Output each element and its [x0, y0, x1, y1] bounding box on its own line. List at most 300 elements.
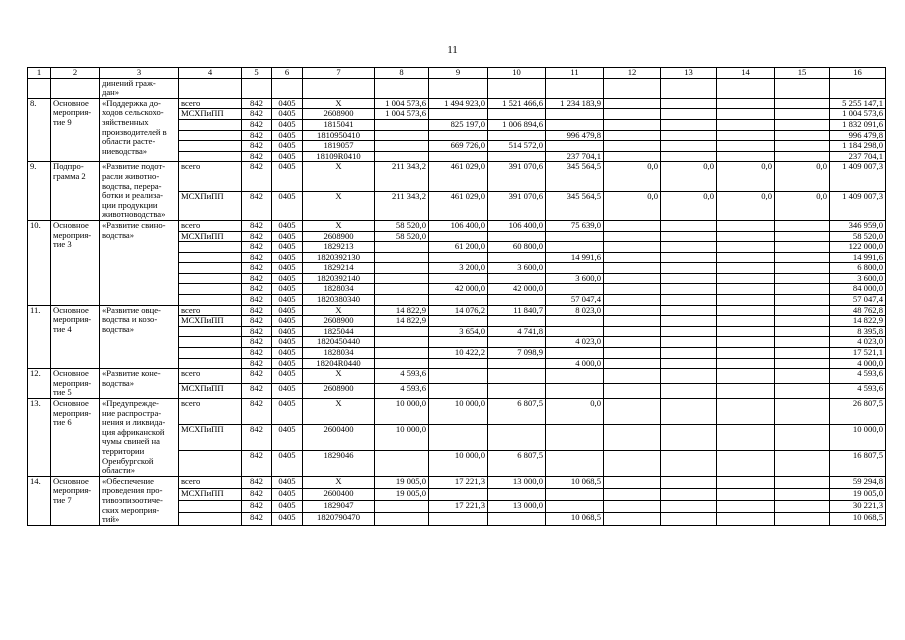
rzpr-cell: 0405 — [272, 231, 303, 242]
value-cell-8: 1 004 573,6 — [375, 98, 429, 109]
value-cell-13 — [661, 109, 717, 120]
value-cell-12 — [604, 130, 661, 141]
value-cell-9: 42 000,0 — [429, 284, 488, 295]
value-cell-14: 0,0 — [717, 191, 775, 220]
value-cell-9: 3 654,0 — [429, 326, 488, 337]
value-cell-11 — [546, 109, 604, 120]
value-cell-15: 0,0 — [775, 162, 830, 191]
executor-cell — [179, 119, 242, 130]
rzpr-cell: 0405 — [272, 337, 303, 348]
grbs-cell: 842 — [242, 162, 272, 191]
value-cell-14 — [717, 384, 775, 399]
executor-cell — [179, 501, 242, 513]
table-row — [28, 476, 886, 488]
value-cell-14 — [717, 316, 775, 327]
value-cell-10 — [488, 273, 546, 284]
rzpr-cell: 0405 — [272, 252, 303, 263]
grbs-cell: 842 — [242, 513, 272, 525]
value-cell-14 — [717, 424, 775, 450]
value-cell-11 — [546, 501, 604, 513]
value-cell-16: 346 959,0 — [830, 220, 886, 231]
measure-type: Основное мероприя- тие 4 — [51, 305, 100, 369]
value-cell-13 — [661, 284, 717, 295]
grbs-cell: 842 — [242, 399, 272, 425]
executor-cell: всего — [179, 98, 242, 109]
csr-cell: 2608900 — [303, 384, 375, 399]
rzpr-cell: 0405 — [272, 162, 303, 191]
value-cell-14 — [717, 450, 775, 476]
grbs-cell: 842 — [242, 130, 272, 141]
rzpr-cell: 0405 — [272, 109, 303, 120]
measure-type: Основное мероприя- тие 5 — [51, 369, 100, 399]
value-cell-10: 514 572,0 — [488, 141, 546, 152]
executor-cell — [179, 130, 242, 141]
value-cell-16: 10 068,5 — [830, 513, 886, 525]
value-cell-8: 10 000,0 — [375, 424, 429, 450]
value-cell-15 — [775, 450, 830, 476]
rzpr-cell: 0405 — [272, 295, 303, 306]
column-header: 11 — [546, 68, 604, 79]
value-cell-9: 10 000,0 — [429, 450, 488, 476]
column-header: 6 — [272, 68, 303, 79]
csr-cell: 1815041 — [303, 119, 375, 130]
value-cell-14 — [717, 305, 775, 316]
value-cell-13 — [661, 424, 717, 450]
row-number: 11. — [28, 305, 51, 369]
value-cell-15 — [775, 295, 830, 306]
value-cell-8: 10 000,0 — [375, 399, 429, 425]
value-cell-11: 10 068,5 — [546, 513, 604, 525]
value-cell-16: 19 005,0 — [830, 488, 886, 500]
grbs-cell: 842 — [242, 369, 272, 384]
value-cell-11: 10 068,5 — [546, 476, 604, 488]
value-cell-10: 13 000,0 — [488, 476, 546, 488]
value-cell-15 — [775, 141, 830, 152]
grbs-cell: 842 — [242, 476, 272, 488]
value-cell-9: 461 029,0 — [429, 162, 488, 191]
value-cell-11 — [546, 348, 604, 359]
value-cell-8: 211 343,2 — [375, 191, 429, 220]
value-cell-16: 57 047,4 — [830, 295, 886, 306]
value-cell-9: 17 221,3 — [429, 501, 488, 513]
empty-cell — [661, 78, 717, 98]
value-cell-13 — [661, 316, 717, 327]
rzpr-cell: 0405 — [272, 141, 303, 152]
value-cell-11 — [546, 242, 604, 253]
value-cell-11 — [546, 141, 604, 152]
csr-cell: 1820392130 — [303, 252, 375, 263]
column-header: 9 — [429, 68, 488, 79]
value-cell-11: 345 564,5 — [546, 191, 604, 220]
value-cell-14 — [717, 119, 775, 130]
value-cell-12 — [604, 476, 661, 488]
grbs-cell: 842 — [242, 273, 272, 284]
rzpr-cell: 0405 — [272, 119, 303, 130]
value-cell-11 — [546, 369, 604, 384]
table-row — [28, 162, 886, 191]
csr-cell: Х — [303, 399, 375, 425]
csr-cell: 18109R0410 — [303, 151, 375, 162]
value-cell-15 — [775, 109, 830, 120]
rzpr-cell: 0405 — [272, 384, 303, 399]
grbs-cell: 842 — [242, 358, 272, 369]
value-cell-9: 106 400,0 — [429, 220, 488, 231]
value-cell-14 — [717, 242, 775, 253]
value-cell-9: 1 494 923,0 — [429, 98, 488, 109]
empty-cell — [303, 78, 375, 98]
value-cell-13 — [661, 98, 717, 109]
rzpr-cell: 0405 — [272, 191, 303, 220]
value-cell-10: 391 070,6 — [488, 191, 546, 220]
value-cell-15 — [775, 348, 830, 359]
continuation-row — [28, 78, 886, 98]
header-row — [28, 68, 886, 79]
csr-cell: 2608900 — [303, 109, 375, 120]
value-cell-12 — [604, 263, 661, 274]
rzpr-cell: 0405 — [272, 476, 303, 488]
value-cell-9: 10 000,0 — [429, 399, 488, 425]
value-cell-15 — [775, 231, 830, 242]
value-cell-10 — [488, 231, 546, 242]
column-header: 16 — [830, 68, 886, 79]
value-cell-15 — [775, 220, 830, 231]
grbs-cell: 842 — [242, 220, 272, 231]
csr-cell: 2600400 — [303, 424, 375, 450]
value-cell-12: 0,0 — [604, 162, 661, 191]
grbs-cell: 842 — [242, 424, 272, 450]
executor-cell: всего — [179, 369, 242, 384]
value-cell-11: 75 639,0 — [546, 220, 604, 231]
value-cell-11 — [546, 450, 604, 476]
value-cell-10 — [488, 295, 546, 306]
value-cell-16: 48 762,8 — [830, 305, 886, 316]
value-cell-9 — [429, 337, 488, 348]
executor-cell — [179, 450, 242, 476]
value-cell-9 — [429, 109, 488, 120]
value-cell-9: 61 200,0 — [429, 242, 488, 253]
executor-cell — [179, 348, 242, 359]
value-cell-9 — [429, 424, 488, 450]
csr-cell: 18204R0440 — [303, 358, 375, 369]
value-cell-8 — [375, 273, 429, 284]
rzpr-cell: 0405 — [272, 348, 303, 359]
value-cell-8: 211 343,2 — [375, 162, 429, 191]
value-cell-14 — [717, 263, 775, 274]
grbs-cell: 842 — [242, 119, 272, 130]
empty-cell — [179, 78, 242, 98]
value-cell-10 — [488, 488, 546, 500]
rzpr-cell: 0405 — [272, 220, 303, 231]
grbs-cell: 842 — [242, 488, 272, 500]
grbs-cell: 842 — [242, 109, 272, 120]
value-cell-10: 4 741,8 — [488, 326, 546, 337]
value-cell-12 — [604, 326, 661, 337]
value-cell-14: 0,0 — [717, 162, 775, 191]
grbs-cell: 842 — [242, 151, 272, 162]
value-cell-12 — [604, 141, 661, 152]
value-cell-9: 461 029,0 — [429, 191, 488, 220]
value-cell-11 — [546, 384, 604, 399]
rzpr-cell: 0405 — [272, 501, 303, 513]
column-header: 2 — [51, 68, 100, 79]
value-cell-13 — [661, 130, 717, 141]
grbs-cell: 842 — [242, 337, 272, 348]
csr-cell: 1825044 — [303, 326, 375, 337]
value-cell-12 — [604, 151, 661, 162]
value-cell-14 — [717, 476, 775, 488]
csr-cell: 1829047 — [303, 501, 375, 513]
executor-cell — [179, 242, 242, 253]
value-cell-14 — [717, 326, 775, 337]
value-cell-8 — [375, 326, 429, 337]
value-cell-16: 4 593,6 — [830, 369, 886, 384]
executor-cell: всего — [179, 476, 242, 488]
measure-type: Основное мероприя- тие 9 — [51, 98, 100, 162]
value-cell-9: 10 422,2 — [429, 348, 488, 359]
value-cell-9 — [429, 295, 488, 306]
value-cell-13 — [661, 263, 717, 274]
rzpr-cell: 0405 — [272, 273, 303, 284]
executor-cell — [179, 295, 242, 306]
csr-cell: 1820790470 — [303, 513, 375, 525]
value-cell-13: 0,0 — [661, 191, 717, 220]
value-cell-13 — [661, 119, 717, 130]
value-cell-11 — [546, 326, 604, 337]
executor-cell — [179, 263, 242, 274]
executor-cell: всего — [179, 305, 242, 316]
rzpr-cell: 0405 — [272, 98, 303, 109]
value-cell-14 — [717, 151, 775, 162]
value-cell-12 — [604, 501, 661, 513]
value-cell-15 — [775, 399, 830, 425]
value-cell-8: 14 822,9 — [375, 305, 429, 316]
value-cell-16: 5 255 147,1 — [830, 98, 886, 109]
value-cell-10: 3 600,0 — [488, 263, 546, 274]
value-cell-11 — [546, 284, 604, 295]
csr-cell: 2608900 — [303, 231, 375, 242]
table-row — [28, 220, 886, 231]
value-cell-12: 0,0 — [604, 191, 661, 220]
value-cell-12 — [604, 305, 661, 316]
value-cell-16: 1 004 573,6 — [830, 109, 886, 120]
rzpr-cell: 0405 — [272, 450, 303, 476]
grbs-cell: 842 — [242, 191, 272, 220]
value-cell-14 — [717, 98, 775, 109]
csr-cell: Х — [303, 220, 375, 231]
value-cell-9: 3 200,0 — [429, 263, 488, 274]
rzpr-cell: 0405 — [272, 130, 303, 141]
value-cell-16: 16 807,5 — [830, 450, 886, 476]
value-cell-11: 237 704,1 — [546, 151, 604, 162]
value-cell-16: 1 832 091,6 — [830, 119, 886, 130]
value-cell-10 — [488, 384, 546, 399]
empty-cell — [242, 78, 272, 98]
value-cell-16: 237 704,1 — [830, 151, 886, 162]
value-cell-11: 3 600,0 — [546, 273, 604, 284]
value-cell-15 — [775, 242, 830, 253]
value-cell-13 — [661, 358, 717, 369]
rzpr-cell: 0405 — [272, 399, 303, 425]
value-cell-14 — [717, 273, 775, 284]
value-cell-10: 7 098,9 — [488, 348, 546, 359]
value-cell-13 — [661, 399, 717, 425]
continuation-text: динений граж- дан» — [100, 78, 179, 98]
value-cell-15 — [775, 263, 830, 274]
value-cell-9 — [429, 151, 488, 162]
value-cell-8 — [375, 130, 429, 141]
executor-cell — [179, 326, 242, 337]
value-cell-10 — [488, 316, 546, 327]
value-cell-10: 11 840,7 — [488, 305, 546, 316]
rzpr-cell: 0405 — [272, 263, 303, 274]
page-number: 11 — [447, 44, 458, 56]
value-cell-12 — [604, 242, 661, 253]
value-cell-11: 345 564,5 — [546, 162, 604, 191]
grbs-cell: 842 — [242, 141, 272, 152]
rzpr-cell: 0405 — [272, 424, 303, 450]
executor-cell — [179, 151, 242, 162]
executor-cell — [179, 358, 242, 369]
value-cell-13 — [661, 151, 717, 162]
value-cell-8 — [375, 252, 429, 263]
rzpr-cell: 0405 — [272, 305, 303, 316]
measure-type: Основное мероприя- тие 7 — [51, 476, 100, 525]
csr-cell: Х — [303, 191, 375, 220]
executor-cell — [179, 513, 242, 525]
value-cell-16: 3 600,0 — [830, 273, 886, 284]
column-header: 12 — [604, 68, 661, 79]
value-cell-13 — [661, 369, 717, 384]
csr-cell: 1829046 — [303, 450, 375, 476]
measure-type: Подпро- грамма 2 — [51, 162, 100, 221]
empty-cell — [488, 78, 546, 98]
column-header: 7 — [303, 68, 375, 79]
table-row — [28, 98, 886, 109]
value-cell-14 — [717, 348, 775, 359]
grbs-cell: 842 — [242, 305, 272, 316]
value-cell-13 — [661, 242, 717, 253]
executor-cell: всего — [179, 162, 242, 191]
executor-cell: всего — [179, 220, 242, 231]
value-cell-8 — [375, 513, 429, 525]
value-cell-11: 14 991,6 — [546, 252, 604, 263]
value-cell-16: 26 807,5 — [830, 399, 886, 425]
column-header: 3 — [100, 68, 179, 79]
value-cell-14 — [717, 399, 775, 425]
value-cell-8 — [375, 295, 429, 306]
value-cell-12 — [604, 369, 661, 384]
value-cell-12 — [604, 399, 661, 425]
value-cell-12 — [604, 220, 661, 231]
value-cell-8: 14 822,9 — [375, 316, 429, 327]
value-cell-12 — [604, 424, 661, 450]
value-cell-15 — [775, 119, 830, 130]
value-cell-13 — [661, 141, 717, 152]
value-cell-14 — [717, 231, 775, 242]
rzpr-cell: 0405 — [272, 369, 303, 384]
table-row — [28, 399, 886, 425]
executor-cell: МСХПиПП — [179, 109, 242, 120]
value-cell-16: 84 000,0 — [830, 284, 886, 295]
value-cell-8: 19 005,0 — [375, 488, 429, 500]
csr-cell: 2600400 — [303, 488, 375, 500]
value-cell-15 — [775, 384, 830, 399]
value-cell-12 — [604, 450, 661, 476]
value-cell-16: 10 000,0 — [830, 424, 886, 450]
value-cell-15 — [775, 369, 830, 384]
value-cell-14 — [717, 220, 775, 231]
value-cell-8 — [375, 151, 429, 162]
value-cell-15 — [775, 476, 830, 488]
value-cell-10 — [488, 252, 546, 263]
measure-type: Основное мероприя- тие 6 — [51, 399, 100, 477]
value-cell-12 — [604, 109, 661, 120]
grbs-cell: 842 — [242, 348, 272, 359]
value-cell-8: 58 520,0 — [375, 220, 429, 231]
executor-cell — [179, 273, 242, 284]
executor-cell — [179, 284, 242, 295]
value-cell-16: 4 593,6 — [830, 384, 886, 399]
column-header: 5 — [242, 68, 272, 79]
value-cell-12 — [604, 295, 661, 306]
row-number: 8. — [28, 98, 51, 162]
value-cell-15 — [775, 358, 830, 369]
budget-table — [27, 67, 886, 526]
csr-cell: 1820450440 — [303, 337, 375, 348]
value-cell-9 — [429, 488, 488, 500]
csr-cell: 1820380340 — [303, 295, 375, 306]
value-cell-11: 4 000,0 — [546, 358, 604, 369]
value-cell-13 — [661, 273, 717, 284]
row-number: 10. — [28, 220, 51, 305]
value-cell-9 — [429, 384, 488, 399]
value-cell-13 — [661, 295, 717, 306]
value-cell-10 — [488, 424, 546, 450]
csr-cell: 1819057 — [303, 141, 375, 152]
value-cell-8: 4 593,6 — [375, 384, 429, 399]
value-cell-9 — [429, 252, 488, 263]
value-cell-14 — [717, 488, 775, 500]
value-cell-16: 1 184 298,0 — [830, 141, 886, 152]
value-cell-16: 17 521,1 — [830, 348, 886, 359]
value-cell-8: 4 593,6 — [375, 369, 429, 384]
value-cell-11: 1 234 183,9 — [546, 98, 604, 109]
value-cell-14 — [717, 284, 775, 295]
csr-cell: Х — [303, 476, 375, 488]
value-cell-14 — [717, 513, 775, 525]
executor-cell — [179, 141, 242, 152]
value-cell-10: 13 000,0 — [488, 501, 546, 513]
value-cell-16: 58 520,0 — [830, 231, 886, 242]
value-cell-13 — [661, 488, 717, 500]
value-cell-9: 14 076,2 — [429, 305, 488, 316]
value-cell-8 — [375, 501, 429, 513]
grbs-cell: 842 — [242, 450, 272, 476]
empty-cell — [604, 78, 661, 98]
value-cell-15 — [775, 284, 830, 295]
measure-name: «Поддержка до- ходов сельскохо- зяйственных производителей в области расте- ниеводства» — [100, 98, 179, 162]
value-cell-13 — [661, 337, 717, 348]
value-cell-14 — [717, 358, 775, 369]
value-cell-12 — [604, 358, 661, 369]
value-cell-15 — [775, 337, 830, 348]
value-cell-9 — [429, 231, 488, 242]
value-cell-10: 6 807,5 — [488, 450, 546, 476]
grbs-cell: 842 — [242, 295, 272, 306]
value-cell-16: 59 294,8 — [830, 476, 886, 488]
value-cell-15 — [775, 98, 830, 109]
csr-cell: 1810950410 — [303, 130, 375, 141]
